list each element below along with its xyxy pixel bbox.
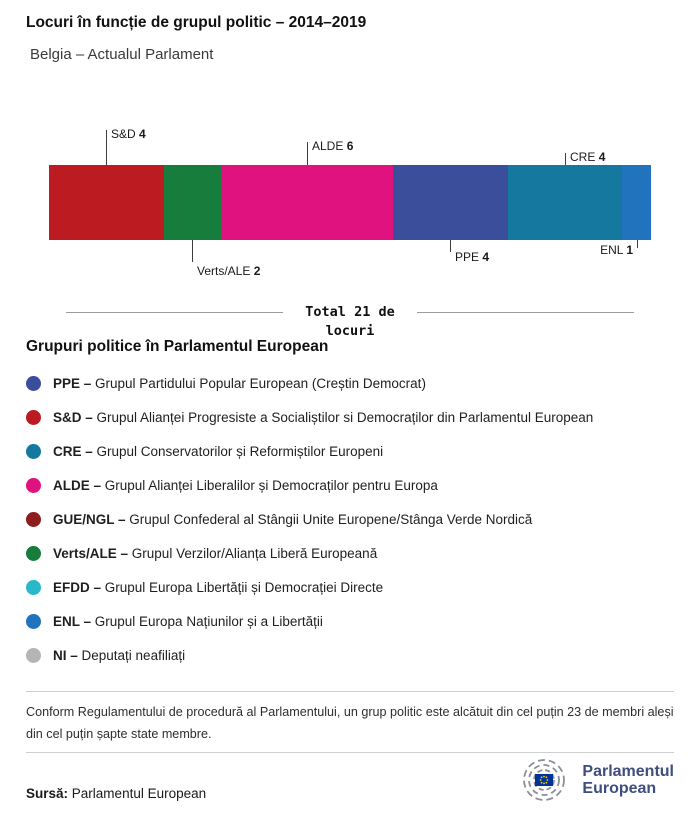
callout-line-Verts/ALE: [192, 240, 193, 262]
legend-item-1: [26, 400, 680, 434]
source-label: Sursă:: [26, 786, 69, 801]
chart-area: [0, 125, 700, 290]
footnote: Conform Regulamentului de procedură al Parlamentului, un grup politic este alcătuit din cel puțin 23 de membri aleși din cel puțin șapte state membre.: [26, 705, 674, 742]
legend-item-0: [26, 366, 680, 400]
callout-line-ENL: [637, 240, 638, 248]
legend-dot: [26, 410, 41, 425]
total-line-1: Total 21 de: [305, 304, 395, 320]
legend-label: Verts/ALE – Grupul Verzilor/Alianța Liberă Europeană: [53, 545, 378, 561]
callout-label-PPE: PPE 4: [455, 250, 490, 264]
legend-dot: [26, 546, 41, 561]
legend-dot: [26, 444, 41, 459]
legend-heading: Grupuri politice în Parlamentul European: [26, 338, 329, 355]
bar-segment-CRE: [508, 165, 623, 240]
bar-segment-Verts/ALE: [164, 165, 221, 240]
legend-dot: [26, 376, 41, 391]
total-row: [66, 303, 634, 341]
bar-segment-PPE: [393, 165, 508, 240]
callout-line-PPE: [450, 240, 451, 252]
legend-label: NI – Deputați neafiliați: [53, 647, 186, 663]
source-text: Parlamentul European: [71, 786, 207, 801]
legend-item-8: [26, 638, 680, 672]
ep-logo-text: [582, 763, 674, 797]
ep-logo: [515, 757, 674, 803]
callout-label-ENL: ENL 1: [600, 243, 633, 257]
total-label: [283, 303, 416, 341]
chart-subtitle: Belgia – Actualul Parlament: [30, 46, 214, 63]
legend-item-3: [26, 468, 680, 502]
legend-label: CRE – Grupul Conservatorilor și Reformiștilor Europeni: [53, 443, 384, 459]
legend-label: PPE – Grupul Partidului Popular European (Creștin Democrat): [53, 375, 426, 391]
callout-label-S&D: S&D 4: [111, 127, 146, 141]
legend-label: ENL – Grupul Europa Națiunilor și a Libertății: [53, 613, 323, 629]
legend-label: EFDD – Grupul Europa Libertății și Democrației Directe: [53, 579, 384, 595]
legend-item-5: [26, 536, 680, 570]
bar-segment-ENL: [622, 165, 651, 240]
source-line: [26, 786, 206, 801]
callout-line-ALDE: [307, 142, 308, 165]
divider-top: [26, 691, 674, 692]
callout-line-S&D: [106, 130, 107, 165]
bar-segment-ALDE: [221, 165, 393, 240]
total-rule-left: [66, 312, 283, 313]
legend-dot: [26, 614, 41, 629]
legend-item-6: [26, 570, 680, 604]
divider-bottom: [26, 752, 674, 753]
legend-dot: [26, 478, 41, 493]
legend-dot: [26, 512, 41, 527]
chart-title: Locuri în funcție de grupul politic – 2014–2019: [26, 14, 367, 31]
ep-logo-line-1: Parlamentul: [582, 763, 674, 780]
ep-hemicycle-icon: [515, 757, 573, 803]
callout-line-CRE: [565, 153, 566, 165]
ep-logo-line-2: European: [582, 780, 657, 797]
legend-item-7: [26, 604, 680, 638]
legend-label: GUE/NGL – Grupul Confederal al Stângii Unite Europene/Stânga Verde Nordică: [53, 511, 533, 527]
legend-label: S&D – Grupul Alianței Progresiste a Socialiștilor si Democraților din Parlamentul European: [53, 409, 594, 425]
legend-dot: [26, 648, 41, 663]
total-rule-right: [417, 312, 634, 313]
legend-dot: [26, 580, 41, 595]
callout-label-Verts/ALE: Verts/ALE 2: [197, 264, 261, 278]
legend-item-4: [26, 502, 680, 536]
callout-label-CRE: CRE 4: [570, 150, 606, 164]
stacked-bar: [49, 165, 651, 240]
callout-label-ALDE: ALDE 6: [312, 139, 354, 153]
legend-list: [26, 366, 680, 672]
legend-item-2: [26, 434, 680, 468]
bar-segment-S&D: [49, 165, 164, 240]
legend-label: ALDE – Grupul Alianței Liberalilor și Democraților pentru Europa: [53, 477, 438, 493]
total-line-2: locuri: [325, 323, 375, 339]
